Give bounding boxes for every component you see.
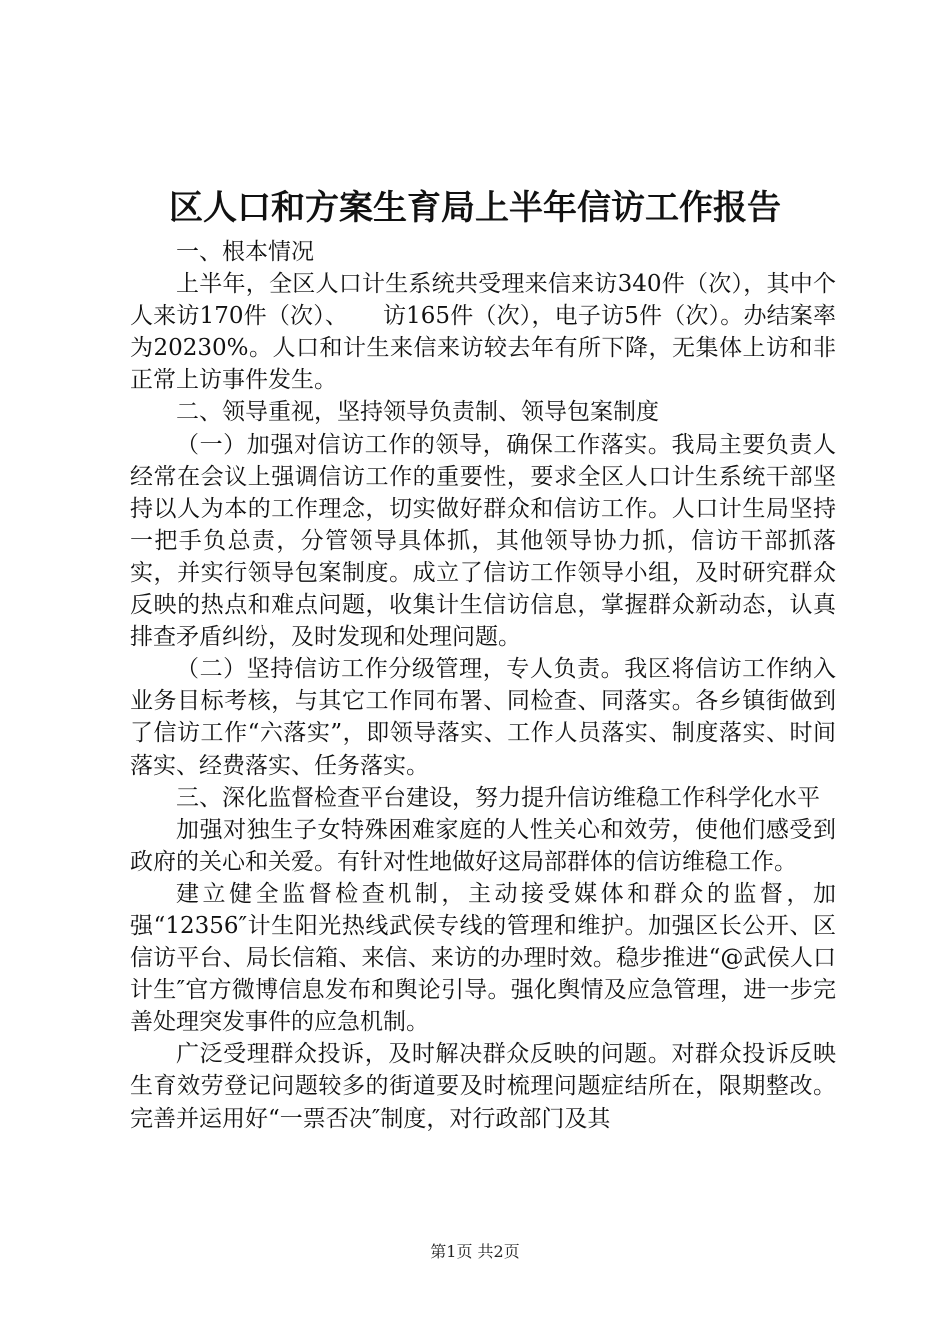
page-footer: 第1页 共2页 (430, 1242, 520, 1261)
paragraph: 加强对独生子女特殊困难家庭的人性关心和效劳，使他们感受到政府的关心和关爱。有针对性地做好这局部群体的信访维稳工作。 (130, 816, 836, 875)
paragraph: （二）坚持信访工作分级管理，专人负责。我区将信访工作纳入业务目标考核，与其它工作同布署、同检查、同落实。各乡镇街做到了信访工作“六落实”，即领导落实、工作人员落实、制度落实、时间落实、经费落实、任务落实。 (130, 656, 836, 779)
paragraph: 上半年，全区人口计生系统共受理来信来访340件（次），其中个人来访170件（次）、 访165件（次），电子访5件（次）。办结案率为20230%。人口和计生来信来访较去年有所下降，无集体上访和非正常上访事件发生。 (130, 271, 836, 394)
document-body (130, 236, 836, 1135)
section-heading-3: 三、深化监督检查平台建设，努力提升信访维稳工作科学化水平 (176, 784, 820, 811)
paragraph: 建立健全监督检查机制，主动接受媒体和群众的监督，加强“12356″计生阳光热线武侯专线的管理和维护。加强区长公开、区信访平台、局长信箱、来信、来访的办理时效。稳步推进“@武侯人口计生″官方微博信息发布和舆论引导。强化舆情及应急管理，进一步完善处理突发事件的应急机制。 (130, 880, 836, 1036)
section-heading-2: 二、领导重视，坚持领导负责制、领导包案制度 (176, 399, 659, 426)
section-heading-1: 一、根本情况 (176, 239, 314, 265)
document-title: 区人口和方案生育局上半年信访工作报告 (169, 188, 781, 228)
paragraph: （一）加强对信访工作的领导，确保工作落实。我局主要负责人经常在会议上强调信访工作的重要性，要求全区人口计生系统干部坚持以人为本的工作理念，切实做好群众和信访工作。人口计生局坚持一把手负总责，分管领导具体抓，其他领导协力抓，信访干部抓落实，并实行领导包案制度。成立了信访工作领导小组，及时研究群众反映的热点和难点问题，收集计生信访信息，掌握群众新动态，认真排查矛盾纠纷，及时发现和处理问题。 (130, 431, 836, 651)
paragraph: 广泛受理群众投诉，及时解决群众反映的问题。对群众投诉反映生育效劳登记问题较多的街道要及时梳理问题症结所在，限期整改。完善并运用好“一票否决″制度，对行政部门及其 (130, 1041, 836, 1132)
